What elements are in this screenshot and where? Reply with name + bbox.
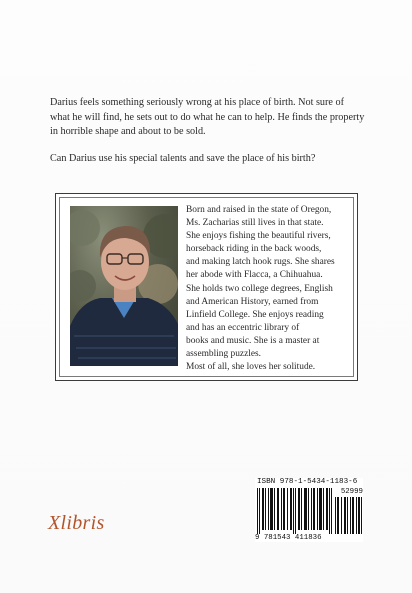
- author-bio-box: [55, 193, 358, 381]
- bio-line: Most of all, she loves her solitude.: [186, 362, 316, 373]
- isbn-barcode: [255, 478, 363, 542]
- bio-line: and has an eccentric library of: [186, 322, 300, 333]
- bio-line: Born and raised in the state of Oregon,: [186, 205, 332, 215]
- bio-line: and American History, earned from: [186, 296, 319, 307]
- bio-line: Linfield College. She enjoys reading: [186, 309, 324, 320]
- bio-line: her abode with Flacca, a Chihuahua.: [186, 270, 323, 281]
- blurb-paragraph-2: Can Darius use his special talents and save the place of his birth?: [50, 152, 316, 164]
- bio-line: She enjoys fishing the beautiful rivers,: [186, 231, 331, 242]
- blurb: [50, 96, 366, 178]
- bio-line: assembling puzzles.: [186, 349, 261, 360]
- barcode-bars: [257, 488, 333, 534]
- barcode-digits: 9 781543 411836: [255, 534, 322, 542]
- bio-line: horseback riding in the back woods,: [186, 244, 322, 255]
- author-photo: [70, 206, 178, 366]
- bio-line: Ms. Zacharias still lives in that state.: [186, 218, 324, 229]
- bio-line: She holds two college degrees, English: [186, 283, 333, 294]
- price-barcode-bars: [335, 497, 363, 534]
- bio-line: books and music. She is a master at: [186, 335, 320, 346]
- publisher-logo: Xlibris: [48, 512, 105, 534]
- author-bio: [186, 204, 352, 374]
- blurb-paragraph-1: Darius feels something seriously wrong at his place of birth. Not sure of what he will find, he sets out to do what he can to help. He finds the property in horrible shape and about to be sold.: [50, 97, 365, 138]
- bio-line: and making latch hook rugs. She shares: [186, 257, 335, 268]
- isbn-label: ISBN 978-1-5434-1183-6: [257, 478, 358, 486]
- price-code: 52999: [340, 488, 363, 496]
